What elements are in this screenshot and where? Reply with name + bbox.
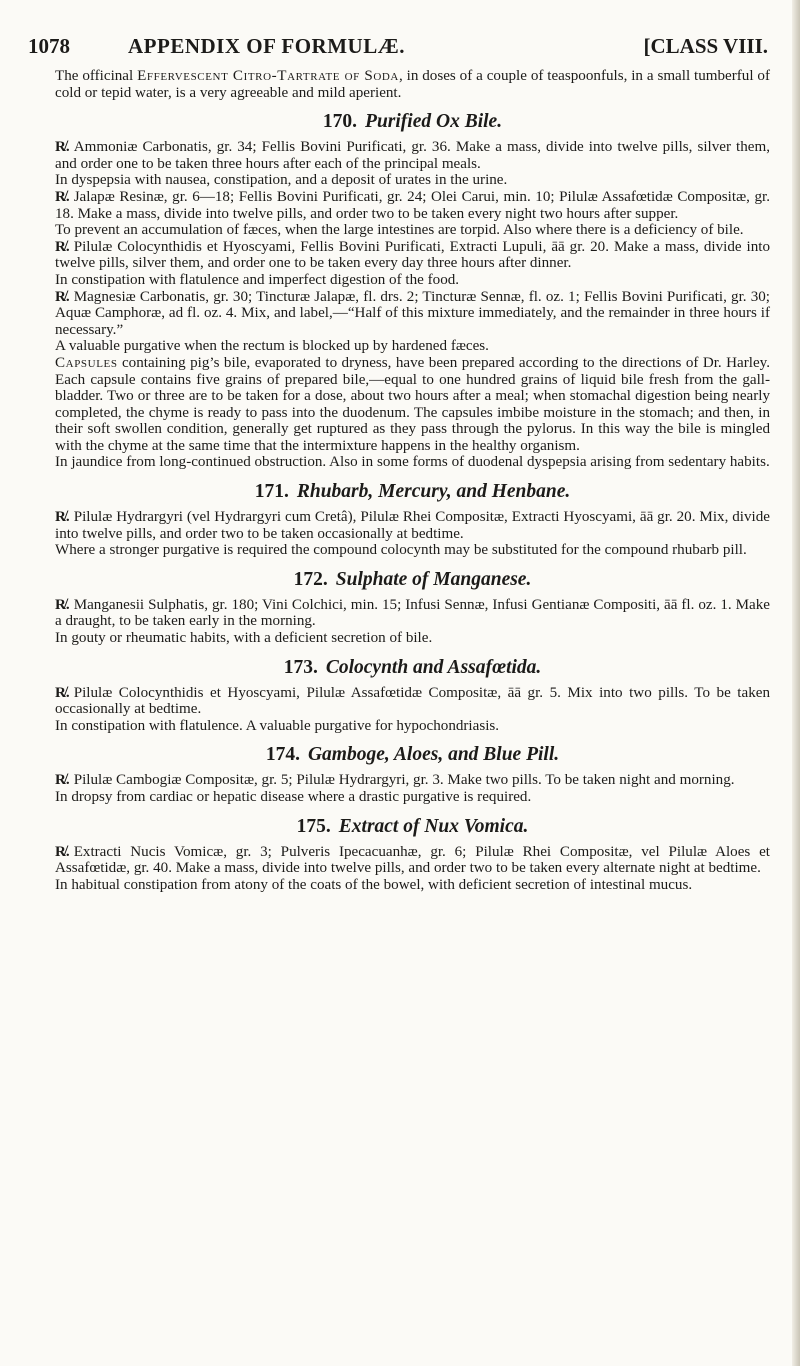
paragraph-text: Pilulæ Colocynthidis et Hyoscyami, Fellis Bovini Purificati, Extracti Lupuli, āā gr. 20. Make a mass, divide into twelve pills, silver them, and order one to be taken every day three hours after dinner.	[55, 238, 770, 272]
paragraph-text: A valuable purgative when the rectum is blocked up by hardened fæces.	[55, 338, 489, 355]
section-heading	[55, 111, 770, 133]
prescription	[55, 844, 770, 877]
paragraph-text: In gouty or rheumatic habits, with a deficient secretion of bile.	[55, 630, 433, 647]
section-title: Colocynth and Assafœtida.	[325, 656, 542, 678]
intro-lead: The officinal	[55, 68, 134, 84]
paragraph-text: Magnesiæ Carbonatis, gr. 30; Tincturæ Jalapæ, fl. drs. 2; Tincturæ Sennæ, fl. oz. 1; Fellis Bovini Purificati, gr. 30; Aquæ Camphoræ, ad fl. oz. 4. Mix, and label,—“Half of this mixture immediately, and the remainder in three hours if necessary.”	[55, 288, 770, 338]
paragraph-text: In habitual constipation from atony of the coats of the bowel, with deficient secretion of intestinal mucus.	[55, 876, 693, 893]
indication-paragraph	[55, 272, 770, 289]
prescription	[55, 685, 770, 718]
rx-symbol: R̸.	[55, 288, 70, 305]
rx-symbol: R̸.	[55, 596, 70, 613]
paragraph-text: Pilulæ Cambogiæ Compositæ, gr. 5; Pilulæ Hydrargyri, gr. 3. Make two pills. To be taken night and morning.	[73, 772, 735, 789]
prescription	[55, 289, 770, 339]
paragraph-text: Ammoniæ Carbonatis, gr. 34; Fellis Bovini Purificati, gr. 36. Make a mass, divide into twelve pills, silver them, and order one to be taken three hours after each of the principal meals.	[55, 139, 770, 172]
paragraph-text: Extracti Nucis Vomicæ, gr. 3; Pulveris Ipecacuanhæ, gr. 6; Pilulæ Rhei Compositæ, vel Pilulæ Aloes et Assafœtidæ, gr. 40. Make a mass, divide into twelve pills, and order two to be taken every alternate night at bedtime.	[55, 843, 770, 877]
section-title: Sulphate of Manganese.	[335, 568, 532, 590]
prescription	[55, 597, 770, 630]
paragraph-lead: Capsules	[55, 354, 118, 371]
rx-symbol: R̸.	[55, 188, 70, 205]
paragraph-text: containing pig’s bile, evaporated to dryness, have been prepared according to the directions of Dr. Harley. Each capsule contains five grains of prepared bile,—equal to one hundred grains of liquid bile fresh from the gall-bladder. Two or three are to be taken for a dose, about two hours after a meal; when stomachal digestion being nearly completed, the chyme is ready to pass into the duodenum. The capsules imbibe moisture in the stomach; and then, in their soft swollen condition, generally get ruptured as they pass through the pylorus. In this way the bile is mingled with the chyme at the same time that the intermixture happens in the healthy organism.	[55, 354, 770, 454]
rx-symbol: R̸.	[55, 772, 70, 789]
paragraph-text: Manganesii Sulphatis, gr. 180; Vini Colchici, min. 15; Infusi Sennæ, Infusi Gentianæ Compositi, āā fl. oz. 1. Make a draught, to be taken early in the morning.	[55, 596, 770, 630]
section-heading	[55, 744, 770, 766]
page-body	[55, 68, 770, 893]
section-heading	[55, 657, 770, 679]
paragraph-text: In dyspepsia with nausea, constipation, and a deposit of urates in the urine.	[55, 172, 508, 189]
section-title: Purified Ox Bile.	[365, 111, 503, 133]
section-number: 173.	[283, 656, 318, 678]
paragraph-text: In jaundice from long-continued obstruction. Also in some forms of duodenal dyspepsia arising from sedentary habits.	[55, 454, 770, 471]
section-number: 171.	[254, 481, 289, 503]
paragraph-text: Pilulæ Colocynthidis et Hyoscyami, Pilulæ Assafœtidæ Compositæ, āā gr. 5. Mix into two pills. To be taken occasionally at bedtime.	[55, 684, 770, 718]
running-title: APPENDIX OF FORMULÆ.	[128, 34, 405, 58]
indication-paragraph	[55, 338, 770, 355]
indication-paragraph	[55, 172, 770, 189]
paragraph-text: In constipation with flatulence. A valuable purgative for hypochondriasis.	[55, 717, 500, 734]
section-number: 175.	[296, 815, 331, 837]
indication-paragraph	[55, 355, 770, 455]
intro-paragraph	[55, 68, 770, 101]
section-number: 170.	[322, 111, 358, 133]
paragraph-text: In constipation with flatulence and imperfect digestion of the food.	[55, 271, 460, 288]
page-edge	[792, 0, 800, 1366]
indication-paragraph	[55, 542, 770, 559]
section-heading	[55, 481, 770, 503]
paragraph-text: To prevent an accumulation of fæces, when the large intestines are torpid. Also where there is a deficiency of bile.	[55, 222, 744, 239]
section-number: 174.	[265, 744, 300, 766]
formula-sections	[55, 111, 770, 893]
prescription	[55, 772, 770, 789]
indication-paragraph	[55, 630, 770, 647]
prescription	[55, 189, 770, 222]
section-heading	[55, 816, 770, 838]
paragraph-text: Jalapæ Resinæ, gr. 6—18; Fellis Bovini Purificati, gr. 24; Olei Carui, min. 10; Pilulæ Assafœtidæ Compositæ, gr. 18. Make a mass, divide into twelve pills, and order two to be taken every night two hours after supper.	[55, 188, 770, 222]
rx-symbol: R̸.	[55, 238, 70, 255]
section-number: 172.	[293, 568, 328, 590]
running-header	[28, 20, 768, 60]
section-heading	[55, 569, 770, 591]
indication-paragraph	[55, 789, 770, 806]
intro-term: Effervescent Citro-Tartrate of Soda	[137, 68, 399, 84]
paragraph-text: Where a stronger purgative is required the compound colocynth may be substituted for the compound rhubarb pill.	[55, 542, 747, 559]
rx-symbol: R̸.	[55, 684, 70, 701]
rx-symbol: R̸.	[55, 509, 70, 526]
prescription	[55, 139, 770, 172]
prescription	[55, 239, 770, 272]
page-number: 1078	[28, 34, 70, 58]
intro-rest: , in doses of a couple of teaspoonfuls, in a small tumberful of cold or tepid water, is a very agreeable and mild aperient.	[55, 68, 771, 101]
prescription	[55, 509, 770, 542]
indication-paragraph	[55, 877, 770, 894]
paragraph-text: Pilulæ Hydrargyri (vel Hydrargyri cum Cretâ), Pilulæ Rhei Compositæ, Extracti Hyoscyami, āā gr. 20. Mix, divide into twelve pills, and order two to be taken occasionally at bedtime.	[55, 509, 770, 542]
section-title: Gamboge, Aloes, and Blue Pill.	[307, 744, 560, 766]
rx-symbol: R̸.	[55, 843, 70, 860]
paragraph-text: In dropsy from cardiac or hepatic disease where a drastic purgative is required.	[55, 789, 532, 805]
class-label: [CLASS VIII.	[643, 34, 768, 58]
indication-paragraph	[55, 454, 770, 471]
section-title: Extract of Nux Vomica.	[338, 815, 529, 837]
section-title: Rhubarb, Mercury, and Henbane.	[296, 481, 571, 503]
indication-paragraph	[55, 222, 770, 239]
rx-symbol: R̸.	[55, 139, 70, 156]
indication-paragraph	[55, 718, 770, 735]
